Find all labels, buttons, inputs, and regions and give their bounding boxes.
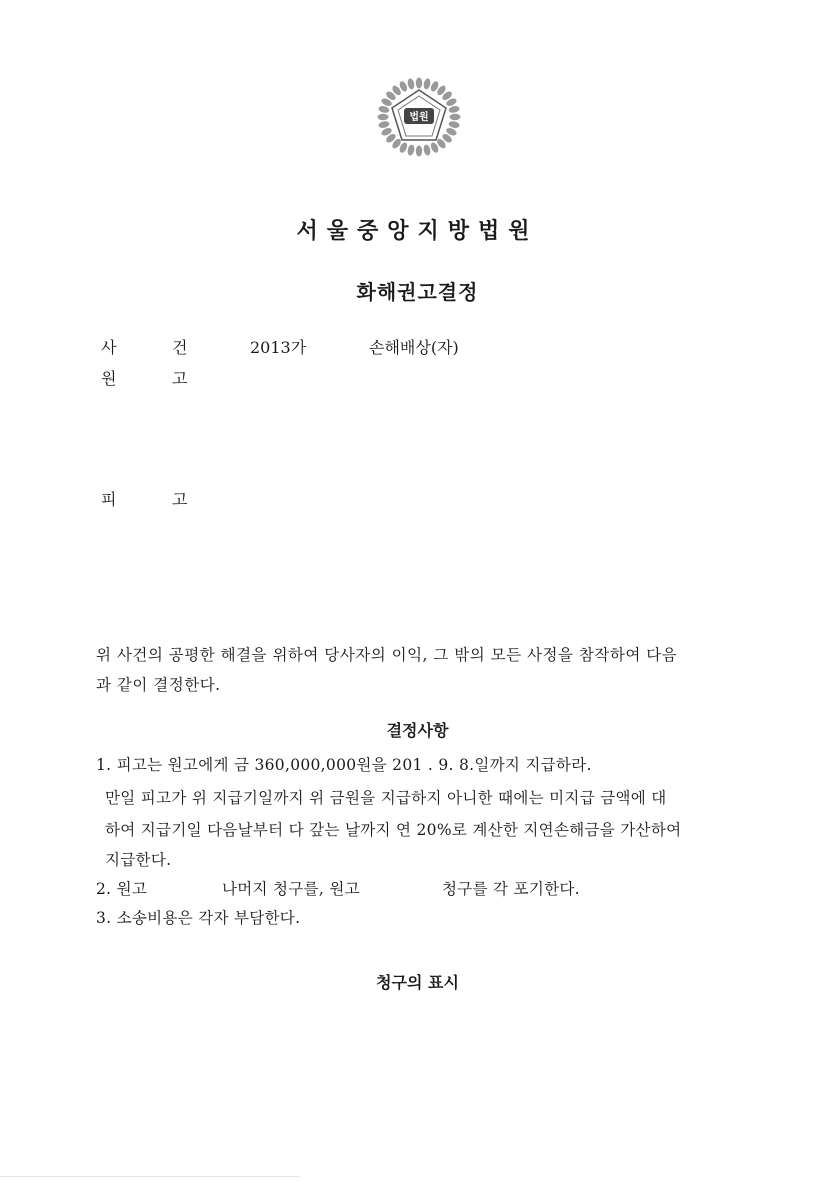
decision-item-1-cont-2: 하여 지급기일 다음날부터 다 갚는 날까지 연 20%로 계산한 지연손해금을 가산하여 bbox=[105, 821, 682, 839]
intro-line-2: 과 같이 결정한다. bbox=[96, 676, 221, 694]
decision-item-2-part-a: 2. 원고 bbox=[96, 880, 148, 898]
emblem-petal bbox=[416, 146, 422, 157]
intro-paragraph bbox=[96, 640, 726, 700]
decision-heading: 결정사항 bbox=[386, 721, 449, 740]
case-label-2: 건 bbox=[172, 338, 188, 357]
emblem-label: 법원 bbox=[409, 112, 429, 123]
emblem-petal bbox=[423, 78, 432, 90]
emblem-petal bbox=[416, 78, 422, 89]
case-label-1: 사 bbox=[101, 338, 117, 357]
emblem-petal bbox=[423, 144, 432, 156]
emblem-petal bbox=[407, 144, 416, 156]
emblem-petal bbox=[378, 114, 389, 120]
emblem-petal bbox=[448, 120, 460, 129]
decision-item-2-part-b: 나머지 청구를, 원고 bbox=[222, 880, 360, 898]
emblem-petal bbox=[448, 105, 460, 114]
plaintiff-label-2: 고 bbox=[172, 369, 188, 388]
case-name: 손해배상(자) bbox=[369, 338, 459, 357]
decision-item-1-cont-3: 지급한다. bbox=[105, 851, 172, 869]
emblem-petal bbox=[450, 114, 461, 120]
emblem-petal bbox=[407, 78, 416, 90]
plaintiff-label-1: 원 bbox=[101, 369, 117, 388]
decision-item-1: 1. 피고는 원고에게 금 360,000,000원을 201 . 9. 8.일까지 지급하라. bbox=[96, 756, 592, 774]
claim-heading: 청구의 표시 bbox=[376, 973, 459, 992]
decision-item-3: 3. 소송비용은 각자 부담한다. bbox=[96, 909, 301, 927]
case-number: 2013가 bbox=[250, 338, 307, 357]
scan-edge-line bbox=[0, 1176, 300, 1177]
defendant-label-2: 고 bbox=[172, 490, 188, 509]
document-title: 화해권고결정 bbox=[356, 280, 479, 304]
decision-item-1-cont-1: 만일 피고가 위 지급기일까지 위 금원을 지급하지 아니한 때에는 미지급 금액에 대 bbox=[105, 789, 667, 807]
emblem-petal bbox=[378, 105, 390, 114]
court-name: 서울중앙지방법원 bbox=[296, 219, 539, 244]
decision-item-2-part-c: 청구를 각 포기한다. bbox=[442, 880, 580, 898]
defendant-label-1: 피 bbox=[101, 490, 117, 509]
intro-line-1: 위 사건의 공평한 해결을 위하여 당사자의 이익, 그 밖의 모든 사정을 참작하여 다음 bbox=[96, 646, 678, 664]
emblem-petal bbox=[378, 120, 390, 129]
